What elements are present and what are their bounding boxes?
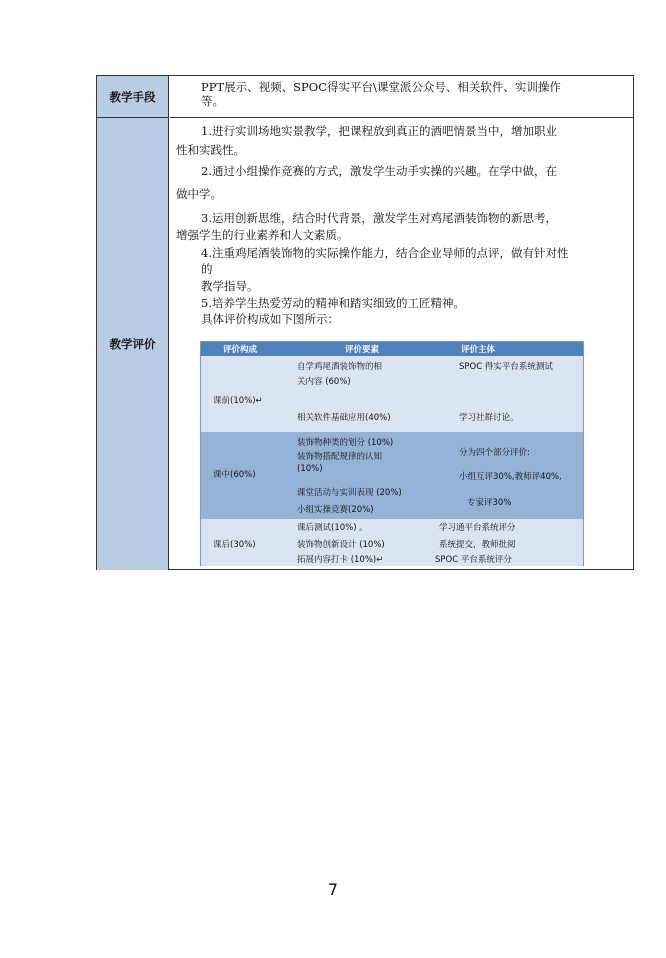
evaluation-composition-table <box>200 341 584 566</box>
header-composition: 评价构成 <box>223 345 258 355</box>
post-class-subject: 系统提交，教师批阅 <box>439 540 516 550</box>
post-class-subject: SPOC 平台系统评分 <box>435 555 512 565</box>
eval-paragraph-line: 3.运用创新思维，结合时代背景，激发学生对鸡尾酒装饰物的新思考， <box>201 211 557 225</box>
teaching-means-content <box>170 76 633 118</box>
post-class-element: 课后测试(10%) 。 <box>297 523 368 533</box>
in-class-element: 小组实操竞赛(20%) <box>297 505 374 515</box>
in-class-stage: 课中(60%) <box>213 470 256 480</box>
pre-class-element: 关内容 (60%) <box>297 377 351 387</box>
in-class-subject: 专家评30% <box>467 498 512 508</box>
post-class-subject: 学习通平台系统评分 <box>439 523 516 533</box>
header-subject: 评价主体 <box>461 345 496 355</box>
post-class-stage: 课后(30%) <box>213 540 256 550</box>
page-number: 7 <box>327 880 339 899</box>
eval-paragraph-line: 4.注重鸡尾酒装饰物的实际操作能力，结合企业导师的点评，做有针对性 <box>201 246 569 260</box>
in-class-element: (10%) <box>297 464 323 474</box>
post-class-element: 拓展内容打卡 (10%)↵ <box>297 555 384 565</box>
in-class-subject: 小组互评30%,教师评40%, <box>459 472 562 482</box>
teaching-evaluation-label: 教学评价 <box>97 118 169 570</box>
pre-class-row <box>201 356 583 432</box>
eval-paragraph-line: 具体评价构成如下图所示： <box>201 312 339 326</box>
in-class-element: 装饰物种类的划分 (10%) <box>297 438 394 448</box>
teaching-means-line: 等。 <box>201 94 224 108</box>
eval-paragraph-line: 做中学。 <box>176 187 222 201</box>
teaching-means-label: 教学手段 <box>97 76 169 118</box>
pre-class-element: 相关软件基础应用(40%) <box>297 413 391 423</box>
eval-paragraph-line: 教学指导。 <box>201 279 259 293</box>
eval-paragraph-line: 的 <box>201 262 213 276</box>
in-class-subject: 分为四个部分评价: <box>459 448 530 458</box>
pre-class-subject: SPOC 得实平台系统测试 <box>459 362 553 372</box>
course-table <box>96 75 634 570</box>
eval-paragraph-line: 增强学生的行业素养和人文素质。 <box>176 228 349 242</box>
teaching-evaluation-content <box>170 118 633 569</box>
in-class-element: 课堂活动与实训表现 (20%) <box>297 488 402 498</box>
pre-class-stage: 课前(10%)↵ <box>213 396 263 406</box>
eval-paragraph-line: 5.培养学生热爱劳动的精神和踏实细致的工匠精神。 <box>201 296 465 310</box>
pre-class-element: 自学鸡尾酒装饰物的相 <box>297 362 383 372</box>
eval-paragraph-line: 2.通过小组操作竞赛的方式，激发学生动手实操的兴趣。在学中做，在 <box>201 164 557 178</box>
in-class-row <box>201 432 583 519</box>
post-class-element: 装饰物创新设计 (10%) <box>297 540 385 550</box>
pre-class-subject: 学习社群讨论。 <box>459 413 519 423</box>
header-elements: 评价要素 <box>345 345 380 355</box>
eval-paragraph-line: 性和实践性。 <box>176 143 245 157</box>
in-class-element: 装饰物搭配规律的认知 <box>297 452 383 462</box>
eval-table-header <box>201 342 583 356</box>
post-class-row <box>201 519 583 566</box>
eval-paragraph-line: 1.进行实训场地实景教学，把课程放到真正的酒吧情景当中，增加职业 <box>201 124 557 138</box>
teaching-means-line: PPT展示、视频、SPOC得实平台\课堂派公众号、相关软件、实训操作 <box>201 80 561 94</box>
